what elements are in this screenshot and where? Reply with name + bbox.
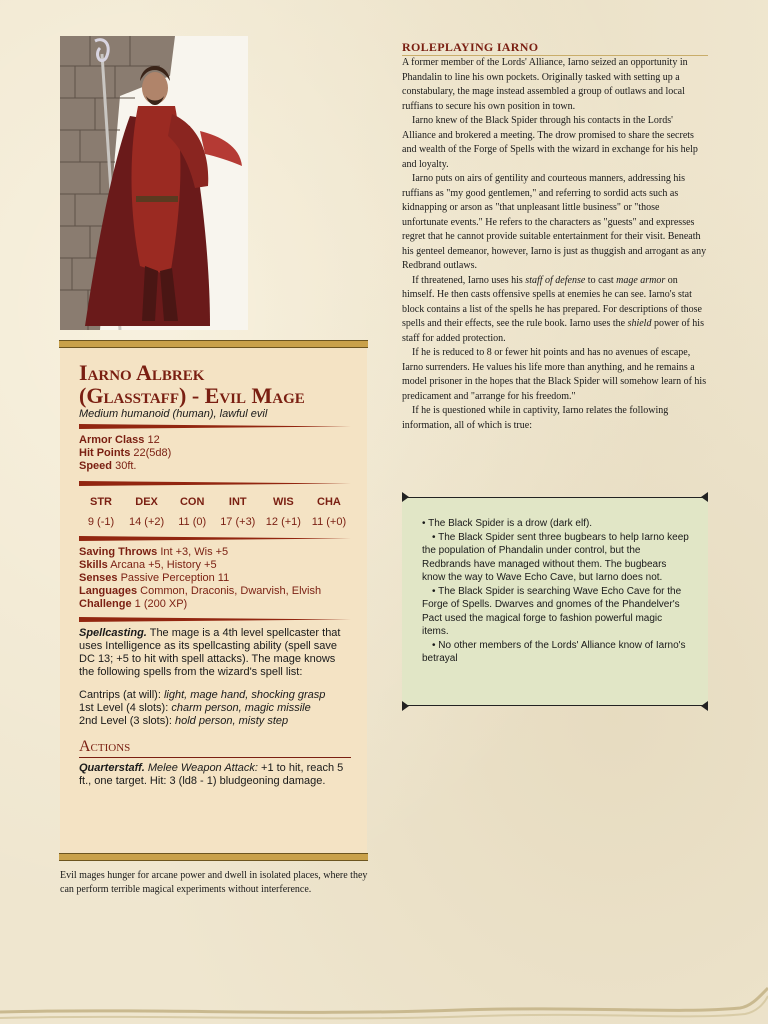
speed-line bbox=[79, 460, 351, 473]
ability-score: 11 (+0) bbox=[311, 516, 347, 528]
skills-label: Skills bbox=[79, 559, 108, 571]
hit-points-line bbox=[79, 447, 351, 460]
staff-of-defense-ref: staff of defense bbox=[525, 274, 586, 286]
ability-name: WIS bbox=[272, 496, 294, 508]
ability-score: 17 (+3) bbox=[220, 516, 256, 528]
ability-score: 9 (-1) bbox=[87, 516, 115, 528]
ability-str bbox=[79, 496, 123, 528]
roleplaying-section bbox=[402, 40, 708, 433]
armor-class-label: Armor Class bbox=[79, 434, 145, 446]
paragraph-4-text: to cast bbox=[585, 274, 617, 286]
decorative-page-border bbox=[0, 984, 768, 1024]
saving-throws-line bbox=[79, 546, 351, 559]
note-item: • No other members of the Lords' Alliance know of Iarno's betrayal bbox=[422, 639, 686, 664]
ability-name: STR bbox=[90, 496, 112, 508]
note-corner-marker bbox=[701, 492, 708, 502]
senses-label: Senses bbox=[79, 572, 118, 584]
speed-value: 30ft. bbox=[115, 460, 137, 472]
note-corner-marker bbox=[701, 701, 708, 711]
note-item: • The Black Spider sent three bugbears to help Iarno keep the population of Phandalin under control, but the Redbrands have managed without them. The bugbears know the way to Wave Echo Cave, but Iarno does not. bbox=[422, 531, 689, 583]
languages-line bbox=[79, 585, 351, 598]
note-item: • The Black Spider is a drow (dark elf). bbox=[422, 518, 593, 529]
shield-ref: shield bbox=[627, 318, 652, 329]
hit-points-label: Hit Points bbox=[79, 447, 131, 459]
armor-class-value: 12 bbox=[147, 434, 160, 446]
senses-value: Passive Perception 11 bbox=[120, 572, 230, 584]
level1-spells-line bbox=[79, 702, 351, 715]
paragraph-1: A former member of the Lords' Alliance, Iarno seized an opportunity in Phandalin to line his own pockets. Originally tasked with setting up a constabulary, the mage instead assembled a group of outlaws and local ruffians to secure his own position in town. bbox=[402, 57, 688, 112]
quarterstaff-text: +1 to hit, reach 5 ft., one target. Hit: 3 (ld8 - 1) bludgeoning damage. bbox=[79, 762, 344, 787]
languages-label: Languages bbox=[79, 585, 138, 597]
paragraph-4-text: If threatened, Iarno uses his bbox=[412, 274, 526, 286]
cantrips-list: light, mage hand, shocking grasp bbox=[163, 689, 326, 701]
monster-name bbox=[79, 361, 351, 407]
challenge-line bbox=[79, 598, 351, 611]
paragraph-6: If he is questioned while in captivity, Iarno relates the following information, all of which is true: bbox=[402, 405, 669, 431]
tapered-divider bbox=[79, 424, 351, 429]
tapered-divider bbox=[79, 536, 351, 541]
level2-list: hold person, misty step bbox=[175, 715, 289, 727]
challenge-label: Challenge bbox=[79, 598, 132, 610]
level2-label: 2nd Level (3 slots): bbox=[79, 715, 172, 727]
monster-name-line2: (Glasstaff) - Evil Mage bbox=[79, 383, 305, 408]
ability-cha bbox=[307, 496, 351, 528]
mage-armor-ref: mage armor bbox=[616, 274, 666, 286]
illustration-caption: Evil mages hunger for arcane power and dwell in isolated places, where they can perform terrible magical experiments without interference. bbox=[60, 870, 368, 895]
quarterstaff-label: Quarterstaff. bbox=[79, 762, 145, 774]
ability-dex bbox=[125, 496, 169, 528]
ability-score: 14 (+2) bbox=[129, 516, 165, 528]
note-corner-marker bbox=[402, 492, 409, 502]
quarterstaff-action bbox=[79, 762, 351, 788]
mage-illustration-svg bbox=[60, 36, 248, 330]
paragraph-4-text: on himself. He then casts offensive spells at enemies he can see. Iarno's stat block contains a list of the spells he has prepared. For descriptions of those spells and their effects, see the rule book. Iarno uses the bbox=[402, 274, 702, 329]
senses-line bbox=[79, 572, 351, 585]
level1-list: charm person, magic missile bbox=[171, 702, 311, 714]
hit-points-value: 22(5d8) bbox=[133, 447, 172, 459]
ability-wis bbox=[261, 496, 305, 528]
paragraph-3: Iarno puts on airs of gentility and courteous manners, addressing his ruffians as "my good gentlemen," and referring to sordid acts such as kidnapping or arson as "that unpleasant little business" or "those unfortunate events." He refers to the characters as "guests" and expresses regret that he cannot provide suitable entertainment for their visit. Beneath his genteel demeanor, however, Iarno is just as thuggish and arrogant as any Redbrand outlaws. bbox=[402, 173, 707, 271]
skills-line bbox=[79, 559, 351, 572]
stat-block-bottom-bar bbox=[59, 853, 368, 861]
speed-label: Speed bbox=[79, 460, 113, 472]
note-top-rule bbox=[402, 497, 708, 498]
note-content bbox=[422, 517, 690, 666]
ability-scores bbox=[79, 496, 351, 528]
iarno-portrait-illustration bbox=[60, 36, 248, 330]
tapered-divider bbox=[79, 617, 351, 622]
monster-name-line1: Iarno Albrek bbox=[79, 360, 205, 385]
paragraph-5: If he is reduced to 8 or fewer hit points and has no avenues of escape, Iarno surrenders. He values his life more than anything, and he remains a model prisoner in the hopes that the Black Spider will somehow learn of his predicament and "arrange for his freedom." bbox=[402, 347, 707, 402]
ability-name: CHA bbox=[317, 496, 341, 508]
languages-value: Common, Draconis, Dwarvish, Elvish bbox=[140, 585, 322, 597]
stat-block-top-bar bbox=[59, 340, 368, 348]
note-corner-marker bbox=[402, 701, 409, 711]
ability-name: INT bbox=[228, 496, 247, 508]
level1-label: 1st Level (4 slots): bbox=[79, 702, 169, 714]
cantrips-label: Cantrips (at will): bbox=[79, 689, 161, 701]
cantrips-line bbox=[79, 689, 351, 702]
ability-name: DEX bbox=[135, 496, 158, 508]
challenge-value: 1 (200 XP) bbox=[134, 598, 188, 610]
spellcasting-label: Spellcasting. bbox=[79, 627, 147, 639]
ability-con bbox=[170, 496, 214, 528]
section-heading: ROLEPLAYING IARNO bbox=[402, 40, 708, 56]
tapered-divider bbox=[79, 481, 351, 486]
quarterstaff-type: Melee Weapon Attack: bbox=[147, 762, 258, 774]
note-bottom-rule bbox=[402, 705, 708, 706]
ability-int bbox=[216, 496, 260, 528]
armor-class-line bbox=[79, 434, 351, 447]
saving-throws-label: Saving Throws bbox=[79, 546, 158, 558]
paragraph-4-text: power of his staff for added protection. bbox=[402, 318, 704, 344]
skills-value: Arcana +5, History +5 bbox=[110, 559, 217, 571]
actions-heading: Actions bbox=[79, 738, 351, 758]
ability-score: 11 (0) bbox=[178, 516, 207, 528]
paragraph-2: Iarno knew of the Black Spider through his contacts in the Lords' Alliance and brokered a meeting. The drow promised to share the secrets and wealth of the Forge of Spells with the wizard in exchange for his help and loyalty. bbox=[402, 115, 698, 170]
paragraph-4 bbox=[402, 274, 708, 347]
monster-type: Medium humanoid (human), lawful evil bbox=[79, 408, 268, 420]
spellcasting-text: The mage is a 4th level spellcaster that uses Intelligence as its spellcasting ability (spell save DC 13; +5 to hit with spell attacks). The mage knows the following spells from the wizard's spell list: bbox=[79, 627, 341, 678]
note-item: • The Black Spider is searching Wave Echo Cave for the Forge of Spells. Dwarves and gnomes of the Phandelver's Pact used the magical forge to fashion powerful magic items. bbox=[422, 585, 682, 637]
saving-throws-value: Int +3, Wis +5 bbox=[160, 546, 229, 558]
spellcasting-trait bbox=[79, 627, 351, 679]
level2-spells-line bbox=[79, 715, 351, 728]
stat-block bbox=[60, 343, 367, 858]
ability-name: CON bbox=[179, 496, 205, 508]
ability-score: 12 (+1) bbox=[265, 516, 301, 528]
info-note-box bbox=[402, 497, 708, 706]
